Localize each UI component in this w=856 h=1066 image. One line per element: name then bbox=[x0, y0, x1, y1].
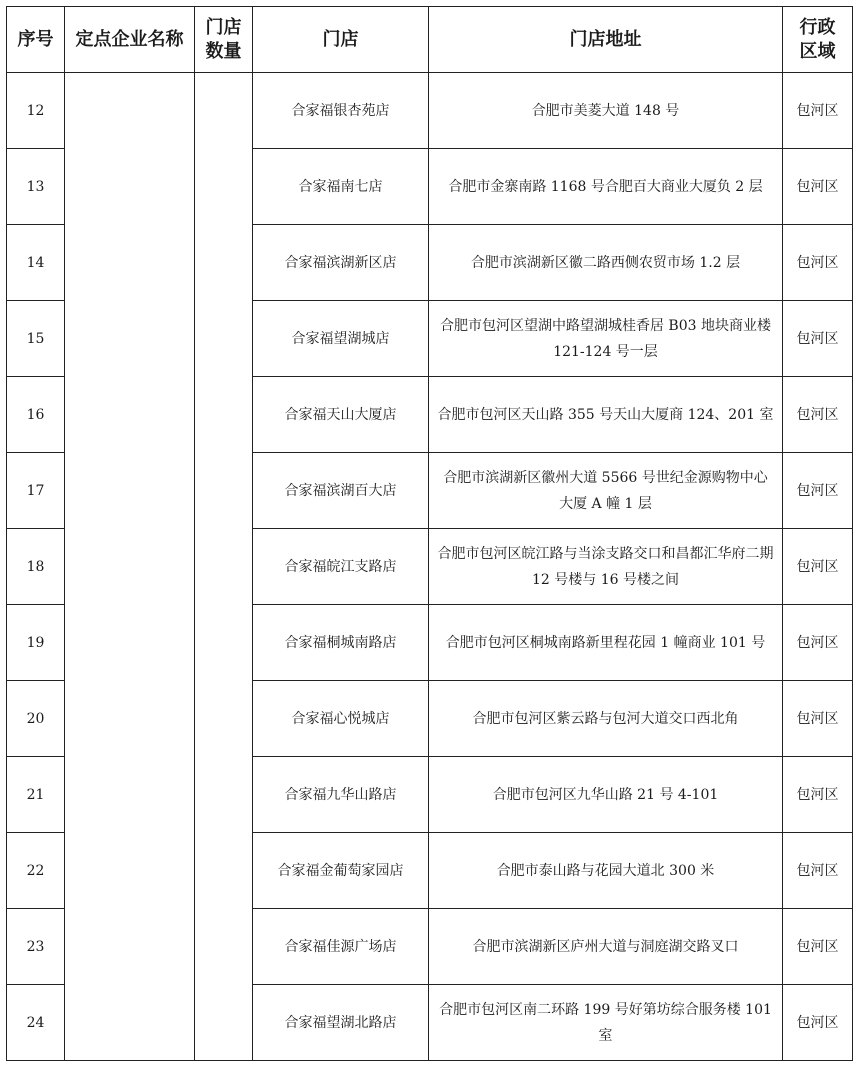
cell-seq: 13 bbox=[7, 149, 65, 225]
header-district-line2: 区域 bbox=[799, 40, 836, 62]
cell-district: 包河区 bbox=[783, 681, 853, 757]
table-body bbox=[7, 73, 853, 1061]
cell-store: 合家福皖江支路店 bbox=[253, 529, 429, 605]
cell-seq: 24 bbox=[7, 985, 65, 1061]
cell-address: 合肥市包河区望湖中路望湖城桂香居 B03 地块商业楼 121-124 号一层 bbox=[429, 301, 783, 377]
cell-address: 合肥市包河区皖江路与当涂支路交口和昌都汇华府二期 12 号楼与 16 号楼之间 bbox=[429, 529, 783, 605]
cell-store: 合家福滨湖新区店 bbox=[253, 225, 429, 301]
cell-district: 包河区 bbox=[783, 605, 853, 681]
table-row bbox=[7, 73, 853, 149]
cell-store: 合家福金葡萄家园店 bbox=[253, 833, 429, 909]
cell-store: 合家福滨湖百大店 bbox=[253, 453, 429, 529]
header-company: 定点企业名称 bbox=[65, 7, 195, 73]
cell-district: 包河区 bbox=[783, 833, 853, 909]
cell-address: 合肥市滨湖新区徽二路西侧农贸市场 1.2 层 bbox=[429, 225, 783, 301]
cell-district: 包河区 bbox=[783, 225, 853, 301]
cell-store: 合家福天山大厦店 bbox=[253, 377, 429, 453]
cell-company bbox=[65, 73, 195, 1061]
cell-address: 合肥市包河区桐城南路新里程花园 1 幢商业 101 号 bbox=[429, 605, 783, 681]
cell-store: 合家福望湖城店 bbox=[253, 301, 429, 377]
cell-seq: 12 bbox=[7, 73, 65, 149]
cell-address: 合肥市包河区九华山路 21 号 4-101 bbox=[429, 757, 783, 833]
cell-address: 合肥市滨湖新区徽州大道 5566 号世纪金源购物中心大厦 A 幢 1 层 bbox=[429, 453, 783, 529]
header-district-line1: 行政 bbox=[799, 16, 836, 38]
cell-district: 包河区 bbox=[783, 149, 853, 225]
cell-district: 包河区 bbox=[783, 377, 853, 453]
cell-store-count bbox=[195, 73, 253, 1061]
cell-seq: 21 bbox=[7, 757, 65, 833]
cell-store: 合家福南七店 bbox=[253, 149, 429, 225]
cell-seq: 18 bbox=[7, 529, 65, 605]
header-store-count-line1: 门店 bbox=[205, 16, 242, 38]
header-store-count bbox=[195, 7, 253, 73]
header-store: 门店 bbox=[253, 7, 429, 73]
cell-address: 合肥市滨湖新区庐州大道与洞庭湖交路叉口 bbox=[429, 909, 783, 985]
cell-store: 合家福九华山路店 bbox=[253, 757, 429, 833]
cell-district: 包河区 bbox=[783, 453, 853, 529]
header-seq: 序号 bbox=[7, 7, 65, 73]
cell-address: 合肥市包河区南二环路 199 号好第坊综合服务楼 101 室 bbox=[429, 985, 783, 1061]
cell-district: 包河区 bbox=[783, 985, 853, 1061]
cell-store: 合家福银杏苑店 bbox=[253, 73, 429, 149]
document-page bbox=[6, 6, 852, 1061]
header-store-count-line2: 数量 bbox=[205, 40, 242, 62]
cell-district: 包河区 bbox=[783, 757, 853, 833]
cell-seq: 20 bbox=[7, 681, 65, 757]
header-row bbox=[7, 7, 853, 73]
cell-district: 包河区 bbox=[783, 909, 853, 985]
cell-seq: 23 bbox=[7, 909, 65, 985]
cell-address: 合肥市包河区天山路 355 号天山大厦商 124、201 室 bbox=[429, 377, 783, 453]
cell-seq: 22 bbox=[7, 833, 65, 909]
cell-address: 合肥市美菱大道 148 号 bbox=[429, 73, 783, 149]
cell-address: 合肥市金寨南路 1168 号合肥百大商业大厦负 2 层 bbox=[429, 149, 783, 225]
header-address: 门店地址 bbox=[429, 7, 783, 73]
store-table bbox=[6, 6, 853, 1061]
cell-seq: 14 bbox=[7, 225, 65, 301]
cell-seq: 16 bbox=[7, 377, 65, 453]
cell-store: 合家福望湖北路店 bbox=[253, 985, 429, 1061]
cell-store: 合家福心悦城店 bbox=[253, 681, 429, 757]
cell-district: 包河区 bbox=[783, 73, 853, 149]
cell-store: 合家福桐城南路店 bbox=[253, 605, 429, 681]
cell-district: 包河区 bbox=[783, 529, 853, 605]
header-district bbox=[783, 7, 853, 73]
cell-address: 合肥市泰山路与花园大道北 300 米 bbox=[429, 833, 783, 909]
cell-address: 合肥市包河区紫云路与包河大道交口西北角 bbox=[429, 681, 783, 757]
cell-seq: 15 bbox=[7, 301, 65, 377]
cell-seq: 19 bbox=[7, 605, 65, 681]
cell-district: 包河区 bbox=[783, 301, 853, 377]
cell-store: 合家福佳源广场店 bbox=[253, 909, 429, 985]
cell-seq: 17 bbox=[7, 453, 65, 529]
